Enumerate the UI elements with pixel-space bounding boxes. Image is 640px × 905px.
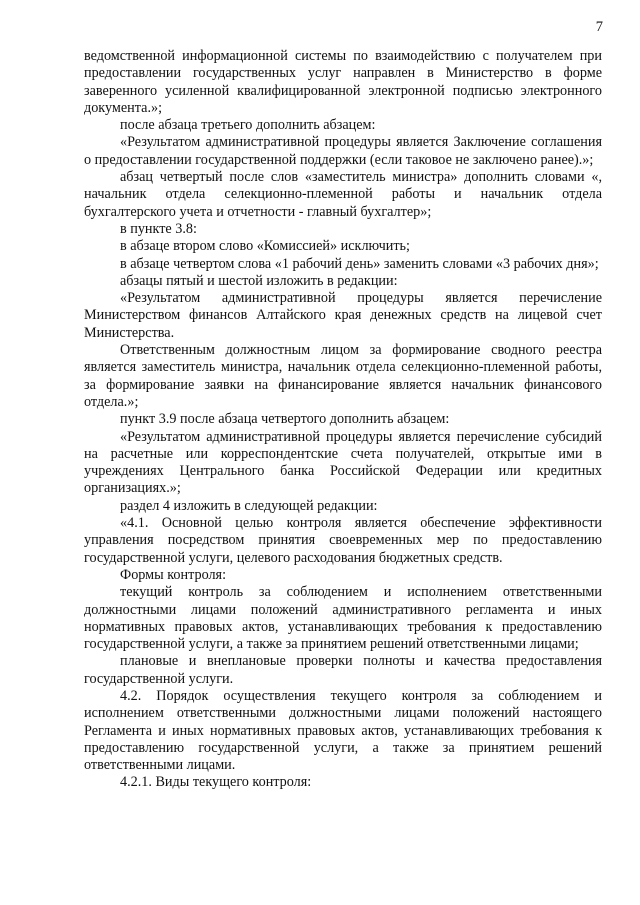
document-body [84, 48, 602, 792]
paragraph: в пункте 3.8: [120, 220, 197, 237]
paragraph: плановые и внеплановые проверки полноты и качества предоставления государственной услуги. [84, 653, 602, 687]
paragraph: Ответственным должностным лицом за формирование сводного реестра является заместитель министра, начальник отдела селекционно-племенной работы, за формирование заявки на финансирование является начальник финансового отдела.»; [84, 342, 602, 410]
paragraph: 4.2. Порядок осуществления текущего контроля за соблюдением и исполнением ответственными должностными лицами положений настоящего Регламента и иных нормативных правовых актов, устанавливающих требования к предоставлению государственной услуги, а также за принятием решений ответственными лицами. [84, 687, 602, 774]
paragraph: 4.2.1. Виды текущего контроля: [120, 774, 312, 791]
paragraph: пункт 3.9 после абзаца четвертого дополнить абзацем: [120, 411, 450, 428]
paragraph: ведомственной информационной системы по взаимодействию с получателем при предоставлении государственных услуг направлен в Министерство в форме заверенного усиленной квалифицированной электронной подписью электронного документа.»; [84, 48, 602, 116]
paragraph: после абзаца третьего дополнить абзацем: [120, 117, 376, 134]
paragraph: абзацы пятый и шестой изложить в редакции: [120, 272, 398, 289]
paragraph: Формы контроля: [120, 566, 227, 583]
paragraph: в абзаце четвертом слова «1 рабочий день» заменить словами «3 рабочих дня»; [120, 255, 599, 272]
paragraph: «Результатом административной процедуры является перечисление субсидий на расчетные или корреспондентские счета получателей, открытые ими в учреждениях Центрального банка Российской Федерации или кредитных организациях.»; [84, 428, 602, 497]
paragraph: «Результатом административной процедуры является перечисление Министерством финансов Алтайского края денежных средств на лицевой счет Министерства. [84, 290, 602, 341]
paragraph: в абзаце втором слово «Комиссией» исключить; [120, 238, 410, 255]
paragraph: раздел 4 изложить в следующей редакции: [120, 497, 378, 514]
paragraph: «4.1. Основной целью контроля является обеспечение эффективности управления посредством принятия своевременных мер по предоставлению государственной услуги, целевого расходования бюджетных средств. [84, 515, 602, 566]
paragraph: текущий контроль за соблюдением и исполнением ответственными должностными лицами положений административного регламента и иных нормативных правовых актов, устанавливающих требования к предоставлению государственной услуги, а также за принятием решений ответственными лицами; [84, 584, 602, 653]
paragraph: абзац четвертый после слов «заместитель министра» дополнить словами «, начальник отдела селекционно-племенной работы и начальник отдела бухгалтерского учета и отчетности - главный бухгалтер»; [84, 169, 602, 220]
page-number: 7 [595, 19, 603, 35]
paragraph: «Результатом административной процедуры является Заключение соглашения о предоставлении государственной поддержки (если таковое не заключено ранее).»; [84, 134, 602, 168]
